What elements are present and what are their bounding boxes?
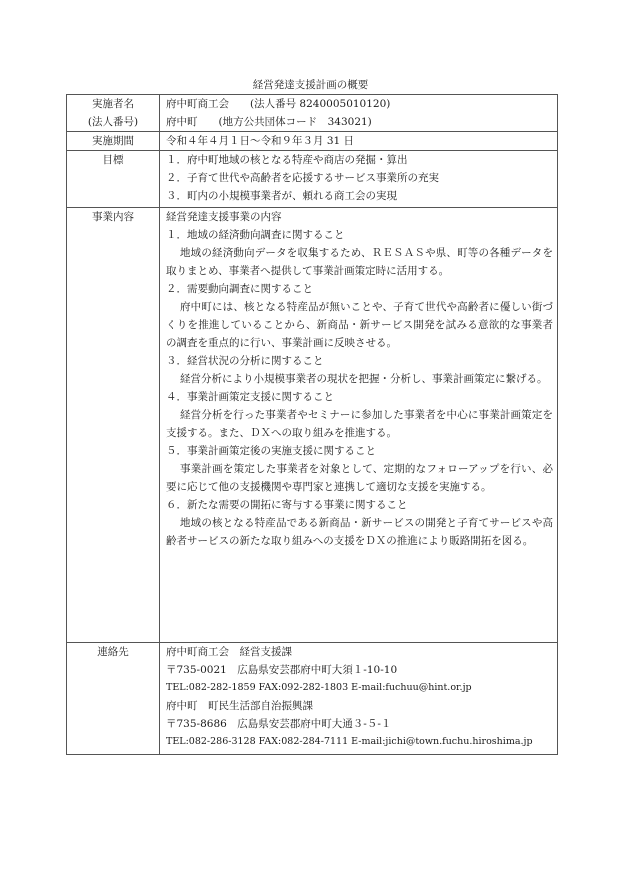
implementer-row xyxy=(67,95,558,132)
section-title: ５．事業計画策定後の実施支援に関すること xyxy=(166,445,376,457)
goals-cell xyxy=(160,151,558,208)
contact-address: 〒735-0021 広島県安芸郡府中町大須１-10-10 xyxy=(166,664,398,676)
contact-org: 府中町 町民生活部自治振興課 xyxy=(166,700,313,712)
corporate-number-label: (法人番号) xyxy=(87,116,139,128)
contact-tel: TEL:082-286-3128 FAX:082-284-7111 E-mail:jichi@town.fuchu.hiroshima.jp xyxy=(166,736,533,747)
contact-row xyxy=(67,643,558,755)
goals-row xyxy=(67,151,558,208)
implementer-label-cell xyxy=(67,95,160,132)
section-body: 地域の経済動向データを収集するため、ＲＥＳＡＳや県、町等の各種データを取りまとめ、事業者へ提供して事業計画策定時に活用する。 xyxy=(166,247,553,277)
business-label: 事業内容 xyxy=(67,208,160,643)
section-title: ３．経営状況の分析に関すること xyxy=(166,355,324,367)
implementer-line-town: 府中町 (地方公共団体コード 343021) xyxy=(166,116,372,128)
contact-cell xyxy=(160,643,558,755)
section-body: 地域の核となる特産品である新商品・新サービスの開発と子育てサービスや高齢者サービスの新たな取り組みへの支援をＤＸの推進により販路開拓を図る。 xyxy=(166,517,553,547)
period-label: 実施期間 xyxy=(67,132,160,151)
implementer-label: 実施者名 xyxy=(92,98,134,110)
contact-label: 連絡先 xyxy=(67,643,160,755)
implementer-value-cell xyxy=(160,95,558,132)
section-body: 事業計画を策定した事業者を対象として、定期的なフォローアップを行い、必要に応じて他の支援機関や専門家と連携して適切な支援を実施する。 xyxy=(166,463,553,493)
contact-tel: TEL:082-282-1859 FAX:092-282-1803 E-mail:fuchuu@hint.or.jp xyxy=(166,682,472,693)
goal-item: ２．子育て世代や高齢者を応援するサービス事業所の充実 xyxy=(166,172,439,184)
goal-item: ３．町内の小規模事業者が、頼れる商工会の実現 xyxy=(166,190,397,202)
implementer-line-chamber: 府中町商工会 (法人番号 8240005010120) xyxy=(166,98,391,110)
business-row xyxy=(67,208,558,643)
business-cell xyxy=(160,208,558,643)
contact-org: 府中町商工会 経営支援課 xyxy=(166,646,292,658)
section-body: 経営分析により小規模事業者の現状を把握・分析し、事業計画策定に繋げる。 xyxy=(180,373,548,385)
period-value: 令和４年４月１日～令和９年３月 31 日 xyxy=(160,132,558,151)
document-title: 経営発達支援計画の概要 xyxy=(252,79,369,91)
section-title: １．地域の経済動向調査に関すること xyxy=(166,229,345,241)
period-row xyxy=(67,132,558,151)
business-heading: 経営発達支援事業の内容 xyxy=(166,211,282,223)
section-title: ４．事業計画策定支援に関すること xyxy=(166,391,334,403)
section-title: ２．需要動向調査に関すること xyxy=(166,283,313,295)
goal-item: １．府中町地域の核となる特産や商店の発掘・算出 xyxy=(166,154,408,166)
section-title: ６．新たな需要の開拓に寄与する事業に関すること xyxy=(166,499,408,511)
contact-address: 〒735-8686 広島県安芸郡府中町大通３-５-１ xyxy=(166,718,392,730)
goals-label: 目標 xyxy=(67,151,160,208)
section-body: 経営分析を行った事業者やセミナーに参加した事業者を中心に事業計画策定を支援する。また、ＤＸへの取り組みを推進する。 xyxy=(166,409,553,439)
section-body: 府中町には、核となる特産品が無いことや、子育て世代や高齢者に優しい街づくりを推進していることから、新商品・新サービス開発を試みる意欲的な事業者の調査を重点的に行い、事業計画に反映させる。 xyxy=(166,301,553,349)
plan-summary-table xyxy=(66,94,558,755)
